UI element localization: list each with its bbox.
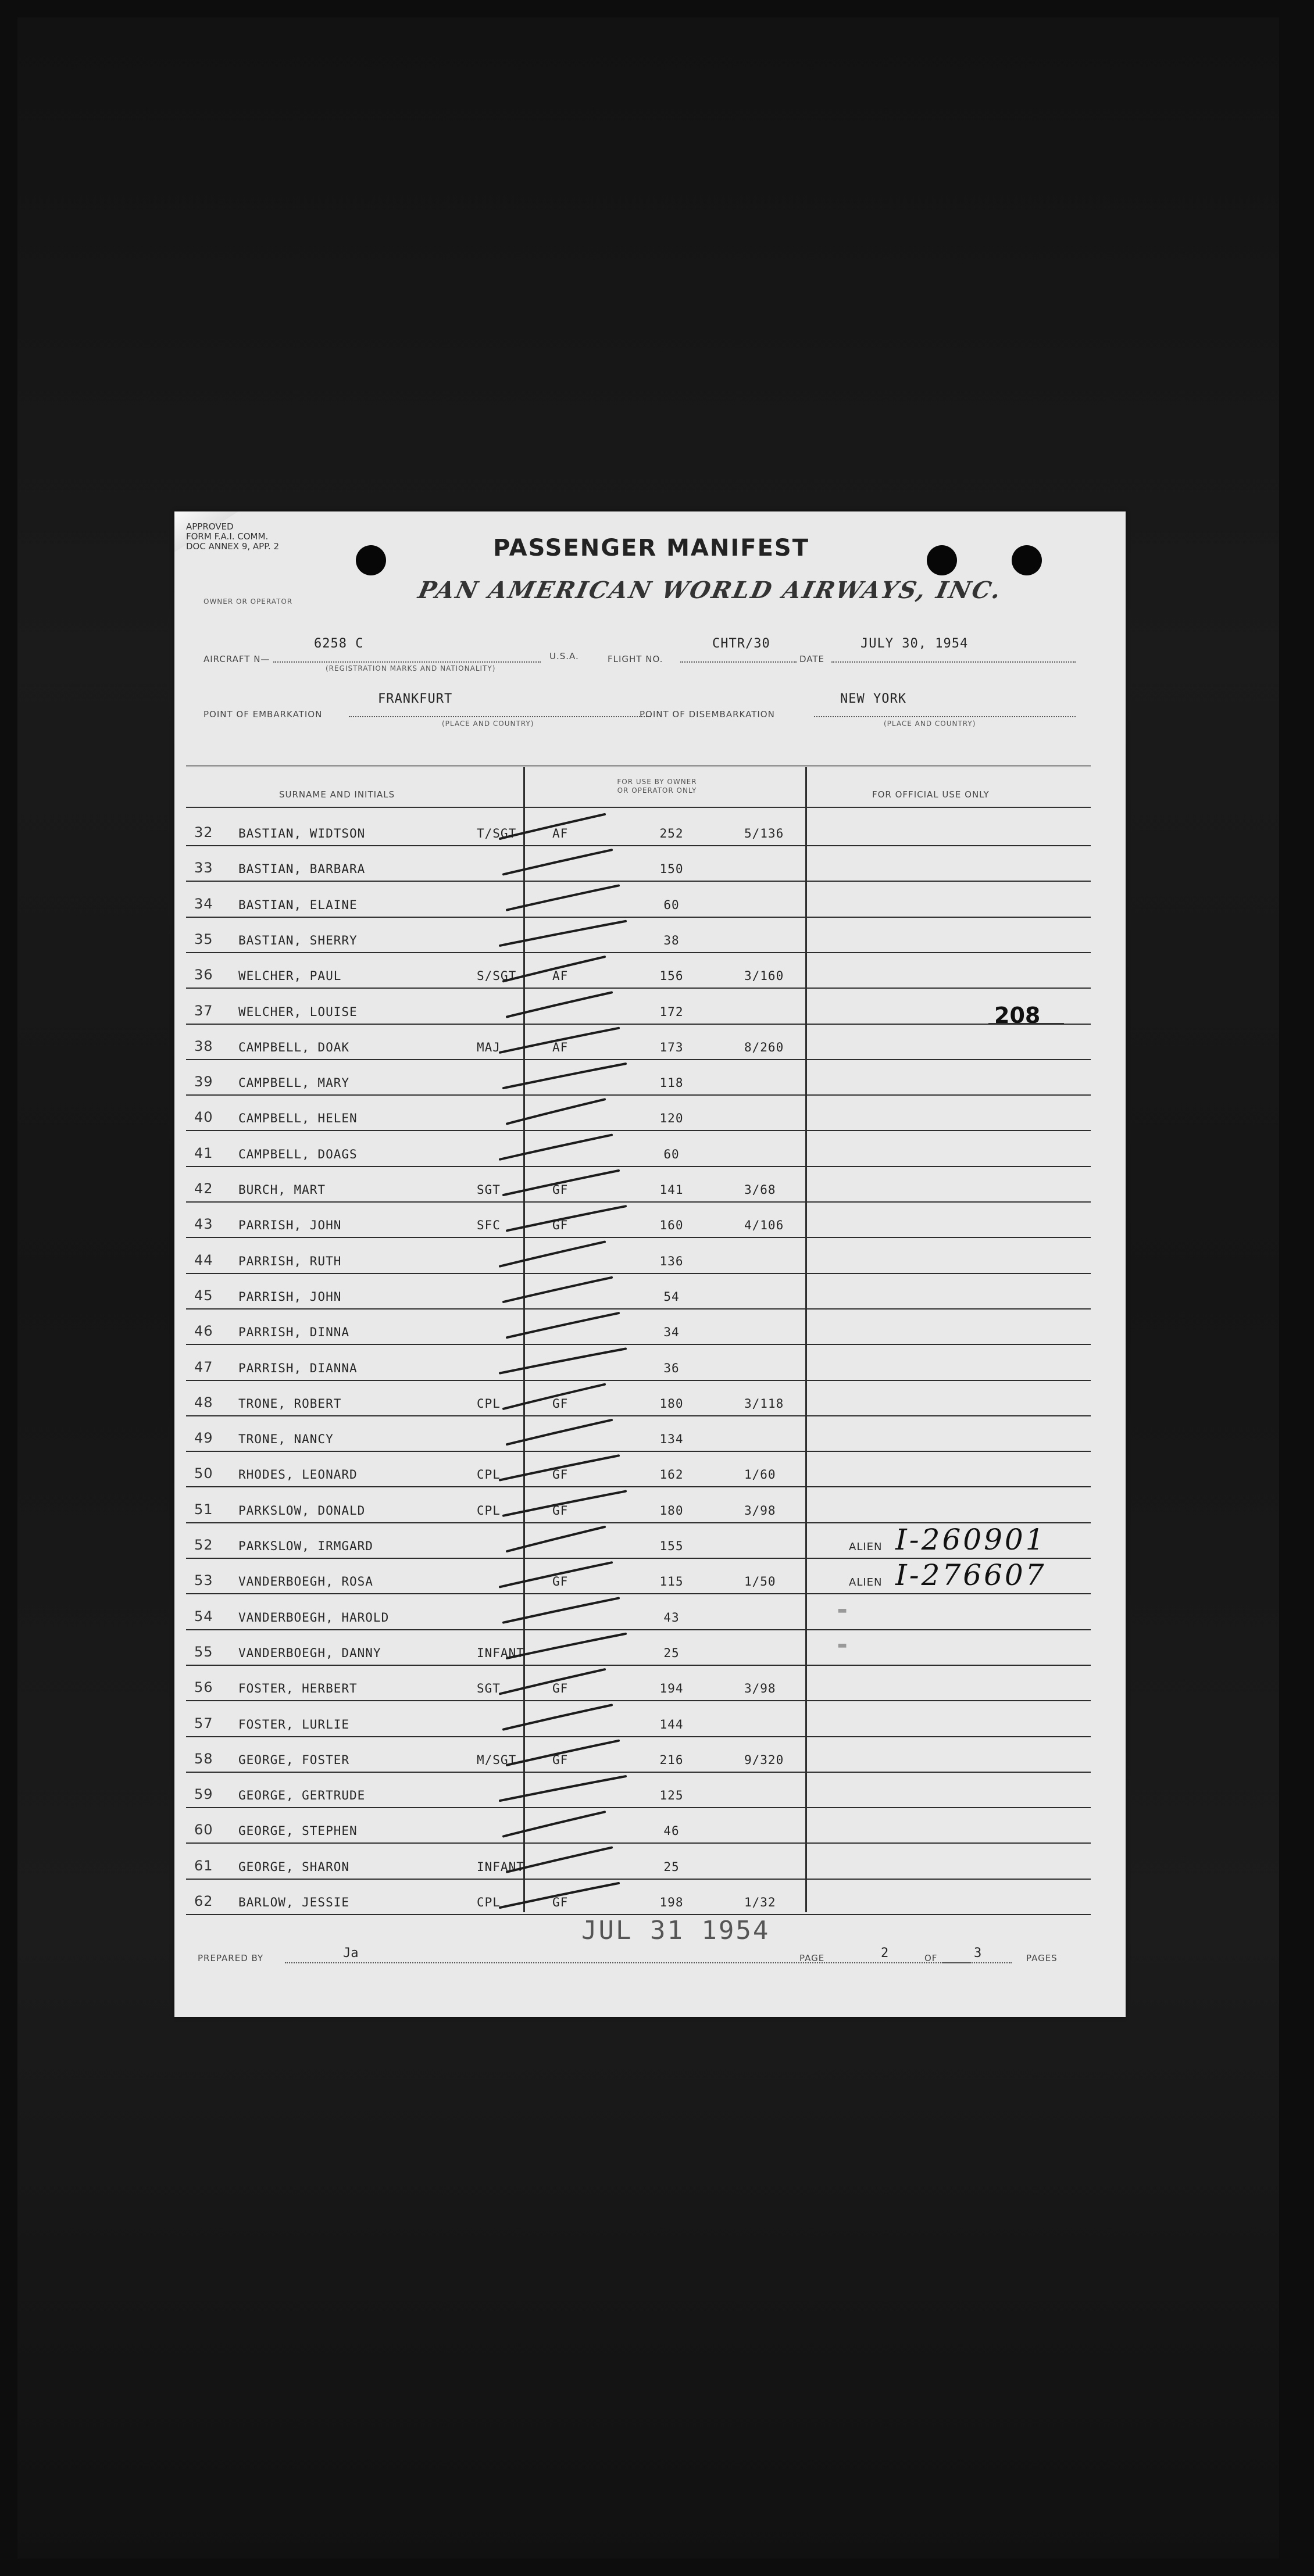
passenger-name: CAMPBELL, MARY <box>238 1076 350 1090</box>
passenger-row <box>186 882 1091 918</box>
row-number: 54 <box>194 1608 213 1625</box>
disembarkation-caption: (PLACE AND COUNTRY) <box>884 720 976 728</box>
row-number: 59 <box>194 1786 213 1803</box>
service-branch: GF <box>552 1218 569 1233</box>
row-number: 43 <box>194 1216 213 1233</box>
of-label: OF <box>924 1953 938 1963</box>
total-pages: 3 <box>974 1946 982 1960</box>
passenger-row <box>186 1559 1091 1594</box>
box-number-underline <box>988 1023 1064 1024</box>
baggage-count-weight: 3/160 <box>744 969 784 983</box>
passenger-name: PARRISH, JOHN <box>238 1289 342 1304</box>
date-label: DATE <box>799 654 825 664</box>
row-number: 46 <box>194 1323 213 1340</box>
passenger-weight: 25 <box>663 1645 680 1660</box>
passenger-name: BASTIAN, WIDTSON <box>238 827 366 840</box>
passenger-weight: 36 <box>663 1361 680 1375</box>
service-branch: GF <box>552 1575 569 1589</box>
row-number: 51 <box>194 1501 213 1518</box>
passenger-weight: 43 <box>663 1610 680 1625</box>
row-number: 33 <box>194 860 213 876</box>
punch-hole-1 <box>356 545 386 575</box>
alien-registration-number: I-276607 <box>895 1558 1047 1593</box>
passenger-rank: M/SGT <box>477 1752 517 1767</box>
date-value: JULY 30, 1954 <box>860 636 969 651</box>
row-number: 62 <box>194 1893 213 1909</box>
passenger-name: BASTIAN, SHERRY <box>238 933 358 947</box>
passenger-name: FOSTER, HERBERT <box>238 1681 358 1696</box>
passenger-row <box>186 846 1091 882</box>
row-number: 39 <box>194 1074 213 1090</box>
passenger-row <box>186 811 1091 846</box>
passenger-rank: SGT <box>477 1183 501 1197</box>
alien-registration-number: I-260901 <box>895 1523 1047 1557</box>
passenger-name: BURCH, MART <box>238 1183 326 1197</box>
passenger-row <box>186 1060 1091 1096</box>
passenger-rank: CPL <box>477 1468 501 1482</box>
row-number: 36 <box>194 967 213 983</box>
form-approval-note: APPROVED FORM F.A.I. COMM. DOC ANNEX 9, APP. 2 <box>186 521 279 552</box>
passenger-weight: 173 <box>659 1040 684 1054</box>
registration-caption: (REGISTRATION MARKS AND NATIONALITY) <box>326 664 496 672</box>
passenger-weight: 25 <box>663 1859 680 1874</box>
passenger-weight: 115 <box>659 1575 684 1589</box>
passenger-rank: INFANT <box>477 1645 524 1660</box>
passenger-row <box>186 1416 1091 1452</box>
column-header-names: SURNAME AND INITIALS <box>279 789 395 800</box>
passenger-name: GEORGE, SHARON <box>238 1859 350 1874</box>
punch-hole-2 <box>927 545 957 575</box>
passenger-weight: 144 <box>659 1717 684 1731</box>
disembarkation-label: POINT OF DISEMBARKATION <box>640 709 775 720</box>
passenger-name: TRONE, NANCY <box>238 1432 334 1447</box>
aircraft-label: AIRCRAFT N— <box>203 654 270 664</box>
passenger-name: GEORGE, STEPHEN <box>238 1824 358 1838</box>
baggage-count-weight: 9/320 <box>744 1752 784 1767</box>
baggage-count-weight: 3/118 <box>744 1396 784 1411</box>
passenger-weight: 60 <box>663 897 680 912</box>
passenger-row <box>186 1025 1091 1060</box>
faint-smudge-2: ▬ <box>837 1639 848 1651</box>
passenger-weight: 125 <box>659 1788 684 1803</box>
passenger-name: CAMPBELL, HELEN <box>238 1111 358 1126</box>
service-branch: AF <box>552 827 569 840</box>
row-number: 61 <box>194 1857 213 1874</box>
flight-underline <box>680 661 797 663</box>
passenger-name: WELCHER, LOUISE <box>238 1004 358 1019</box>
passenger-rank: INFANT <box>477 1859 524 1874</box>
row-number: 41 <box>194 1144 213 1161</box>
passenger-weight: 118 <box>659 1076 684 1090</box>
passenger-name: PARRISH, DIANNA <box>238 1361 358 1375</box>
airline-name: PAN AMERICAN WORLD AIRWAYS, INC. <box>416 577 1005 604</box>
passenger-name: PARKSLOW, IRMGARD <box>238 1539 373 1553</box>
received-date-stamp: JUL 31 1954 <box>581 1916 770 1945</box>
row-rule <box>186 1914 1091 1915</box>
baggage-count-weight: 4/106 <box>744 1218 784 1233</box>
passenger-weight: 252 <box>659 827 684 840</box>
row-number: 40 <box>194 1109 213 1126</box>
table-top-rule <box>186 765 1091 767</box>
passenger-name: PARRISH, RUTH <box>238 1254 342 1268</box>
passenger-weight: 54 <box>663 1289 680 1304</box>
passenger-row <box>186 1737 1091 1773</box>
embarkation-value: FRANKFURT <box>378 692 453 706</box>
alien-label: ALIEN <box>849 1576 883 1589</box>
disembarkation-underline <box>814 716 1076 717</box>
passenger-row <box>186 1595 1091 1630</box>
row-number: 48 <box>194 1394 213 1411</box>
column-header-official-use: FOR OFFICIAL USE ONLY <box>872 789 990 800</box>
date-underline <box>831 661 1076 663</box>
service-branch: GF <box>552 1895 569 1909</box>
box-number: 208 <box>994 1003 1041 1028</box>
passenger-weight: 172 <box>659 1004 684 1019</box>
service-branch: AF <box>552 1040 569 1054</box>
row-number: 52 <box>194 1537 213 1553</box>
baggage-count-weight: 1/50 <box>744 1575 776 1589</box>
service-branch: GF <box>552 1503 569 1518</box>
row-number: 47 <box>194 1358 213 1375</box>
passenger-row <box>186 1523 1091 1559</box>
prepared-by-label: PREPARED BY <box>198 1953 264 1963</box>
aircraft-underline <box>273 661 541 663</box>
service-branch: GF <box>552 1681 569 1696</box>
service-branch: GF <box>552 1183 569 1197</box>
passenger-name: VANDERBOEGH, HAROLD <box>238 1610 390 1625</box>
aircraft-value: 6258 C <box>314 636 364 651</box>
baggage-count-weight: 8/260 <box>744 1040 784 1054</box>
row-number: 38 <box>194 1037 213 1054</box>
passenger-weight: 156 <box>659 969 684 983</box>
passenger-weight: 150 <box>659 862 684 876</box>
passenger-row <box>186 1844 1091 1880</box>
page-label: PAGE <box>799 1953 825 1963</box>
passenger-name: BASTIAN, BARBARA <box>238 862 366 876</box>
passenger-name: GEORGE, FOSTER <box>238 1752 350 1767</box>
passenger-rank: S/SGT <box>477 969 517 983</box>
service-branch: GF <box>552 1752 569 1767</box>
row-number: 35 <box>194 931 213 947</box>
passenger-name: WELCHER, PAUL <box>238 969 342 983</box>
passenger-weight: 38 <box>663 933 680 947</box>
passenger-rank: SFC <box>477 1218 501 1233</box>
row-number: 50 <box>194 1465 213 1482</box>
passenger-weight: 120 <box>659 1111 684 1126</box>
row-number: 55 <box>194 1643 213 1660</box>
passenger-row <box>186 1346 1091 1381</box>
passenger-rank: CPL <box>477 1503 501 1518</box>
passenger-rank: CPL <box>477 1895 501 1909</box>
embarkation-underline <box>349 716 651 717</box>
passenger-weight: 141 <box>659 1183 684 1197</box>
row-number: 44 <box>194 1251 213 1268</box>
passenger-row <box>186 1773 1091 1808</box>
row-number: 32 <box>194 824 213 840</box>
passenger-row <box>186 989 1091 1025</box>
passenger-row <box>186 1666 1091 1701</box>
passenger-row <box>186 1702 1091 1737</box>
row-number: 57 <box>194 1715 213 1731</box>
passenger-rank: MAJ <box>477 1040 501 1054</box>
row-number: 58 <box>194 1750 213 1767</box>
row-number: 37 <box>194 1002 213 1019</box>
passenger-name: TRONE, ROBERT <box>238 1396 342 1411</box>
passenger-name: PARKSLOW, DONALD <box>238 1503 366 1518</box>
passenger-rank: T/SGT <box>477 827 517 840</box>
punch-hole-3 <box>1012 545 1042 575</box>
passenger-rank: CPL <box>477 1396 501 1411</box>
passenger-weight: 34 <box>663 1325 680 1340</box>
passenger-row <box>186 1132 1091 1167</box>
passenger-row <box>186 1239 1091 1274</box>
prepared-by-underline <box>285 1962 971 1963</box>
baggage-count-weight: 1/60 <box>744 1468 776 1482</box>
row-number: 49 <box>194 1430 213 1447</box>
passenger-row <box>186 1808 1091 1844</box>
passenger-row <box>186 953 1091 989</box>
row-number: 45 <box>194 1287 213 1304</box>
passenger-row <box>186 1310 1091 1345</box>
row-number: 42 <box>194 1180 213 1197</box>
manifest-page <box>174 511 1126 2017</box>
passenger-name: FOSTER, LURLIE <box>238 1717 350 1731</box>
page-number: 2 <box>881 1946 889 1960</box>
row-number: 60 <box>194 1822 213 1838</box>
passenger-row <box>186 1630 1091 1666</box>
flight-label: FLIGHT NO. <box>608 654 663 664</box>
country-value: U.S.A. <box>549 651 579 661</box>
passenger-weight: 155 <box>659 1539 684 1553</box>
passenger-weight: 180 <box>659 1396 684 1411</box>
column-header-owner-use: FOR USE BY OWNER OR OPERATOR ONLY <box>617 778 697 795</box>
passenger-row <box>186 1274 1091 1310</box>
passenger-name: RHODES, LEONARD <box>238 1468 358 1482</box>
owner-label: OWNER OR OPERATOR <box>203 598 293 606</box>
passenger-row <box>186 1381 1091 1416</box>
embarkation-caption: (PLACE AND COUNTRY) <box>442 720 534 728</box>
passenger-name: BARLOW, JESSIE <box>238 1895 350 1909</box>
passenger-row <box>186 1096 1091 1131</box>
passenger-name: GEORGE, GERTRUDE <box>238 1788 366 1803</box>
row-number: 34 <box>194 895 213 912</box>
page-title: PASSENGER MANIFEST <box>493 535 809 561</box>
passenger-weight: 180 <box>659 1503 684 1518</box>
passenger-row <box>186 1488 1091 1523</box>
row-number: 53 <box>194 1572 213 1589</box>
service-branch: GF <box>552 1468 569 1482</box>
passenger-name: CAMPBELL, DOAK <box>238 1040 350 1054</box>
passenger-name: PARRISH, DINNA <box>238 1325 350 1340</box>
pages-label: PAGES <box>1026 1953 1058 1963</box>
passenger-row <box>186 1452 1091 1487</box>
passenger-rank: SGT <box>477 1681 501 1696</box>
baggage-count-weight: 1/32 <box>744 1895 776 1909</box>
passenger-weight: 162 <box>659 1468 684 1482</box>
faint-smudge: ▬ <box>837 1604 848 1616</box>
passenger-weight: 136 <box>659 1254 684 1268</box>
passenger-name: BASTIAN, ELAINE <box>238 897 358 912</box>
baggage-count-weight: 3/98 <box>744 1503 776 1518</box>
prepared-by-value: Ja <box>343 1946 359 1960</box>
passenger-name: CAMPBELL, DOAGS <box>238 1147 358 1161</box>
baggage-count-weight: 3/98 <box>744 1681 776 1696</box>
passenger-row <box>186 1880 1091 1915</box>
row-number: 56 <box>194 1679 213 1696</box>
service-branch: GF <box>552 1396 569 1411</box>
flight-value: CHTR/30 <box>712 636 770 651</box>
passenger-name: VANDERBOEGH, ROSA <box>238 1575 373 1589</box>
passenger-weight: 46 <box>663 1824 680 1838</box>
passenger-weight: 198 <box>659 1895 684 1909</box>
passenger-weight: 60 <box>663 1147 680 1161</box>
passenger-weight: 160 <box>659 1218 684 1233</box>
passenger-name: PARRISH, JOHN <box>238 1218 342 1233</box>
embarkation-label: POINT OF EMBARKATION <box>203 709 323 720</box>
baggage-count-weight: 5/136 <box>744 827 784 840</box>
pages-underline <box>942 1962 1012 1963</box>
alien-label: ALIEN <box>849 1541 883 1553</box>
table-header-rule <box>186 807 1091 808</box>
disembarkation-value: NEW YORK <box>840 692 906 706</box>
passenger-row <box>186 1167 1091 1203</box>
passenger-weight: 134 <box>659 1432 684 1447</box>
passenger-row <box>186 1203 1091 1238</box>
passenger-weight: 216 <box>659 1752 684 1767</box>
passenger-name: VANDERBOEGH, DANNY <box>238 1645 381 1660</box>
baggage-count-weight: 3/68 <box>744 1183 776 1197</box>
service-branch: AF <box>552 969 569 983</box>
passenger-weight: 194 <box>659 1681 684 1696</box>
passenger-row <box>186 918 1091 953</box>
